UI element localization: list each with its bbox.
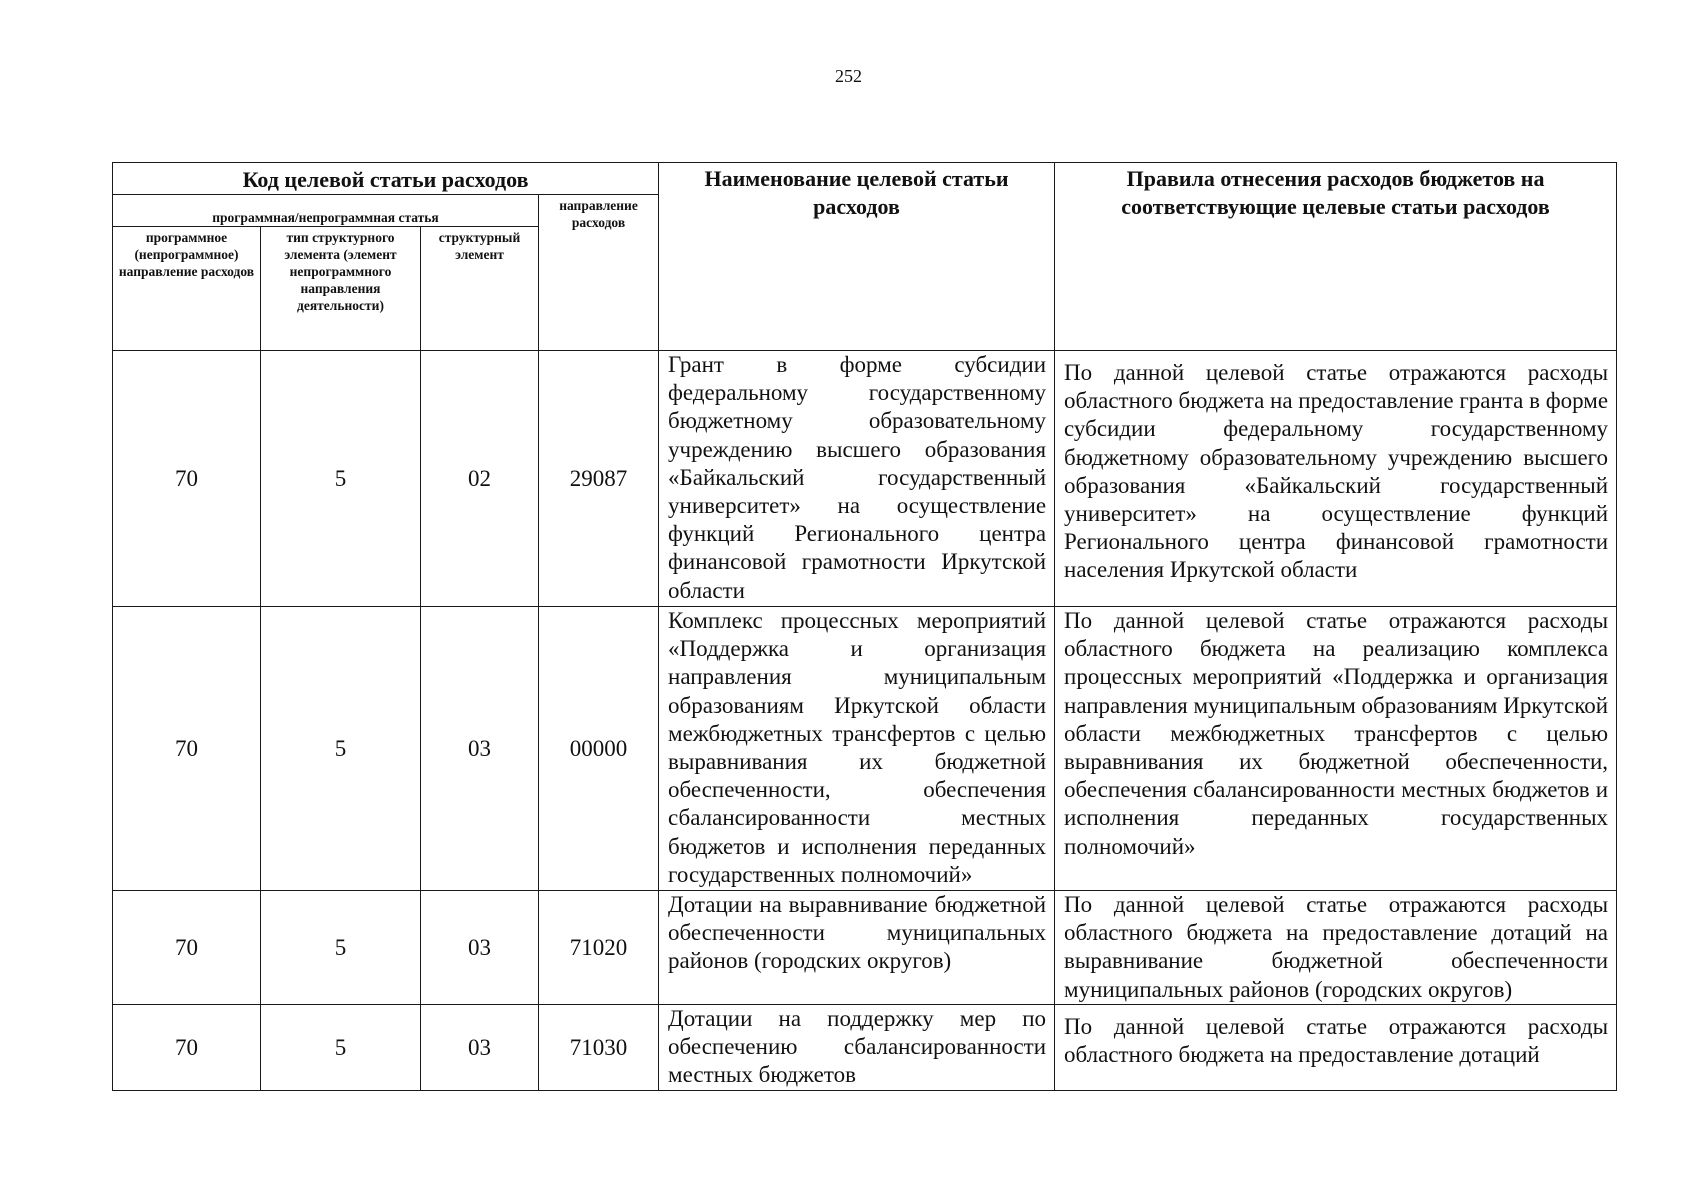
page-number: 252 [835,66,862,86]
header-struct-element: структурный элемент [421,227,539,351]
cell-program: 70 [113,351,261,607]
table-row [113,607,1617,891]
cell-struct-type: 5 [261,891,421,1005]
cell-struct-type: 5 [261,351,421,607]
cell-name: Комплекс процессных мероприятий «Поддержка и организация направления муниципальным образованиям Иркутской области межбюджетных трансфертов с целью выравнивания их бюджетной обеспеченности, обеспечения сбалансированности местных бюджетов и исполнения переданных государственных полномочий» [659,607,1055,891]
cell-program: 70 [113,607,261,891]
cell-struct-element: 03 [421,891,539,1005]
header-program: программное (непрограммное) направление расходов [113,227,261,351]
cell-struct-type: 5 [261,1005,421,1091]
header-name: Наименование целевой статьи расходов [659,163,1055,351]
cell-direction: 71020 [539,891,659,1005]
table-row [113,891,1617,1005]
cell-rule: По данной целевой статье отражаются расходы областного бюджета на предоставление дотаций [1055,1005,1617,1091]
cell-struct-element: 02 [421,351,539,607]
cell-rule: По данной целевой статье отражаются расходы областного бюджета на реализацию комплекса процессных мероприятий «Поддержка и организация направления муниципальным образованиям Иркутской области межбюджетных трансфертов с целью выравнивания их бюджетной обеспеченности, обеспечения сбалансированности местных бюджетов и исполнения переданных государственных полномочий» [1055,607,1617,891]
cell-direction: 29087 [539,351,659,607]
target-expenditure-table [112,162,1617,1091]
cell-direction: 71030 [539,1005,659,1091]
header-rules: Правила отнесения расходов бюджетов на соответствующие целевые статьи расходов [1055,163,1617,351]
cell-rule: По данной целевой статье отражаются расходы областного бюджета на предоставление дотаций на выравнивание бюджетной обеспеченности муниципальных районов (городских округов) [1055,891,1617,1005]
table-row [113,351,1617,607]
cell-direction: 00000 [539,607,659,891]
header-code-group: Код целевой статьи расходов [113,163,659,195]
cell-struct-element: 03 [421,607,539,891]
cell-struct-type: 5 [261,607,421,891]
cell-program: 70 [113,1005,261,1091]
cell-name: Грант в форме субсидии федеральному государственному бюджетному образовательному учреждению высшего образования «Байкальский государственный университет» на осуществление функций Регионального центра финансовой грамотности Иркутской области [659,351,1055,607]
cell-program: 70 [113,891,261,1005]
cell-rule: По данной целевой статье отражаются расходы областного бюджета на предоставление гранта в форме субсидии федеральному государственному бюджетному образовательному учреждению высшего образования «Байкальский государственный университет» на осуществление функций Регионального центра финансовой грамотности населения Иркутской области [1055,351,1617,607]
cell-name: Дотации на выравнивание бюджетной обеспеченности муниципальных районов (городских округов) [659,891,1055,1005]
header-row-1 [113,163,1617,195]
header-direction: направление расходов [539,195,659,351]
header-program-group: программная/непрограммная статья [113,195,539,227]
cell-name: Дотации на поддержку мер по обеспечению сбалансированности местных бюджетов [659,1005,1055,1091]
cell-struct-element: 03 [421,1005,539,1091]
header-struct-type: тип структурного элемента (элемент непрограммного направления деятельности) [261,227,421,351]
table-row [113,1005,1617,1091]
